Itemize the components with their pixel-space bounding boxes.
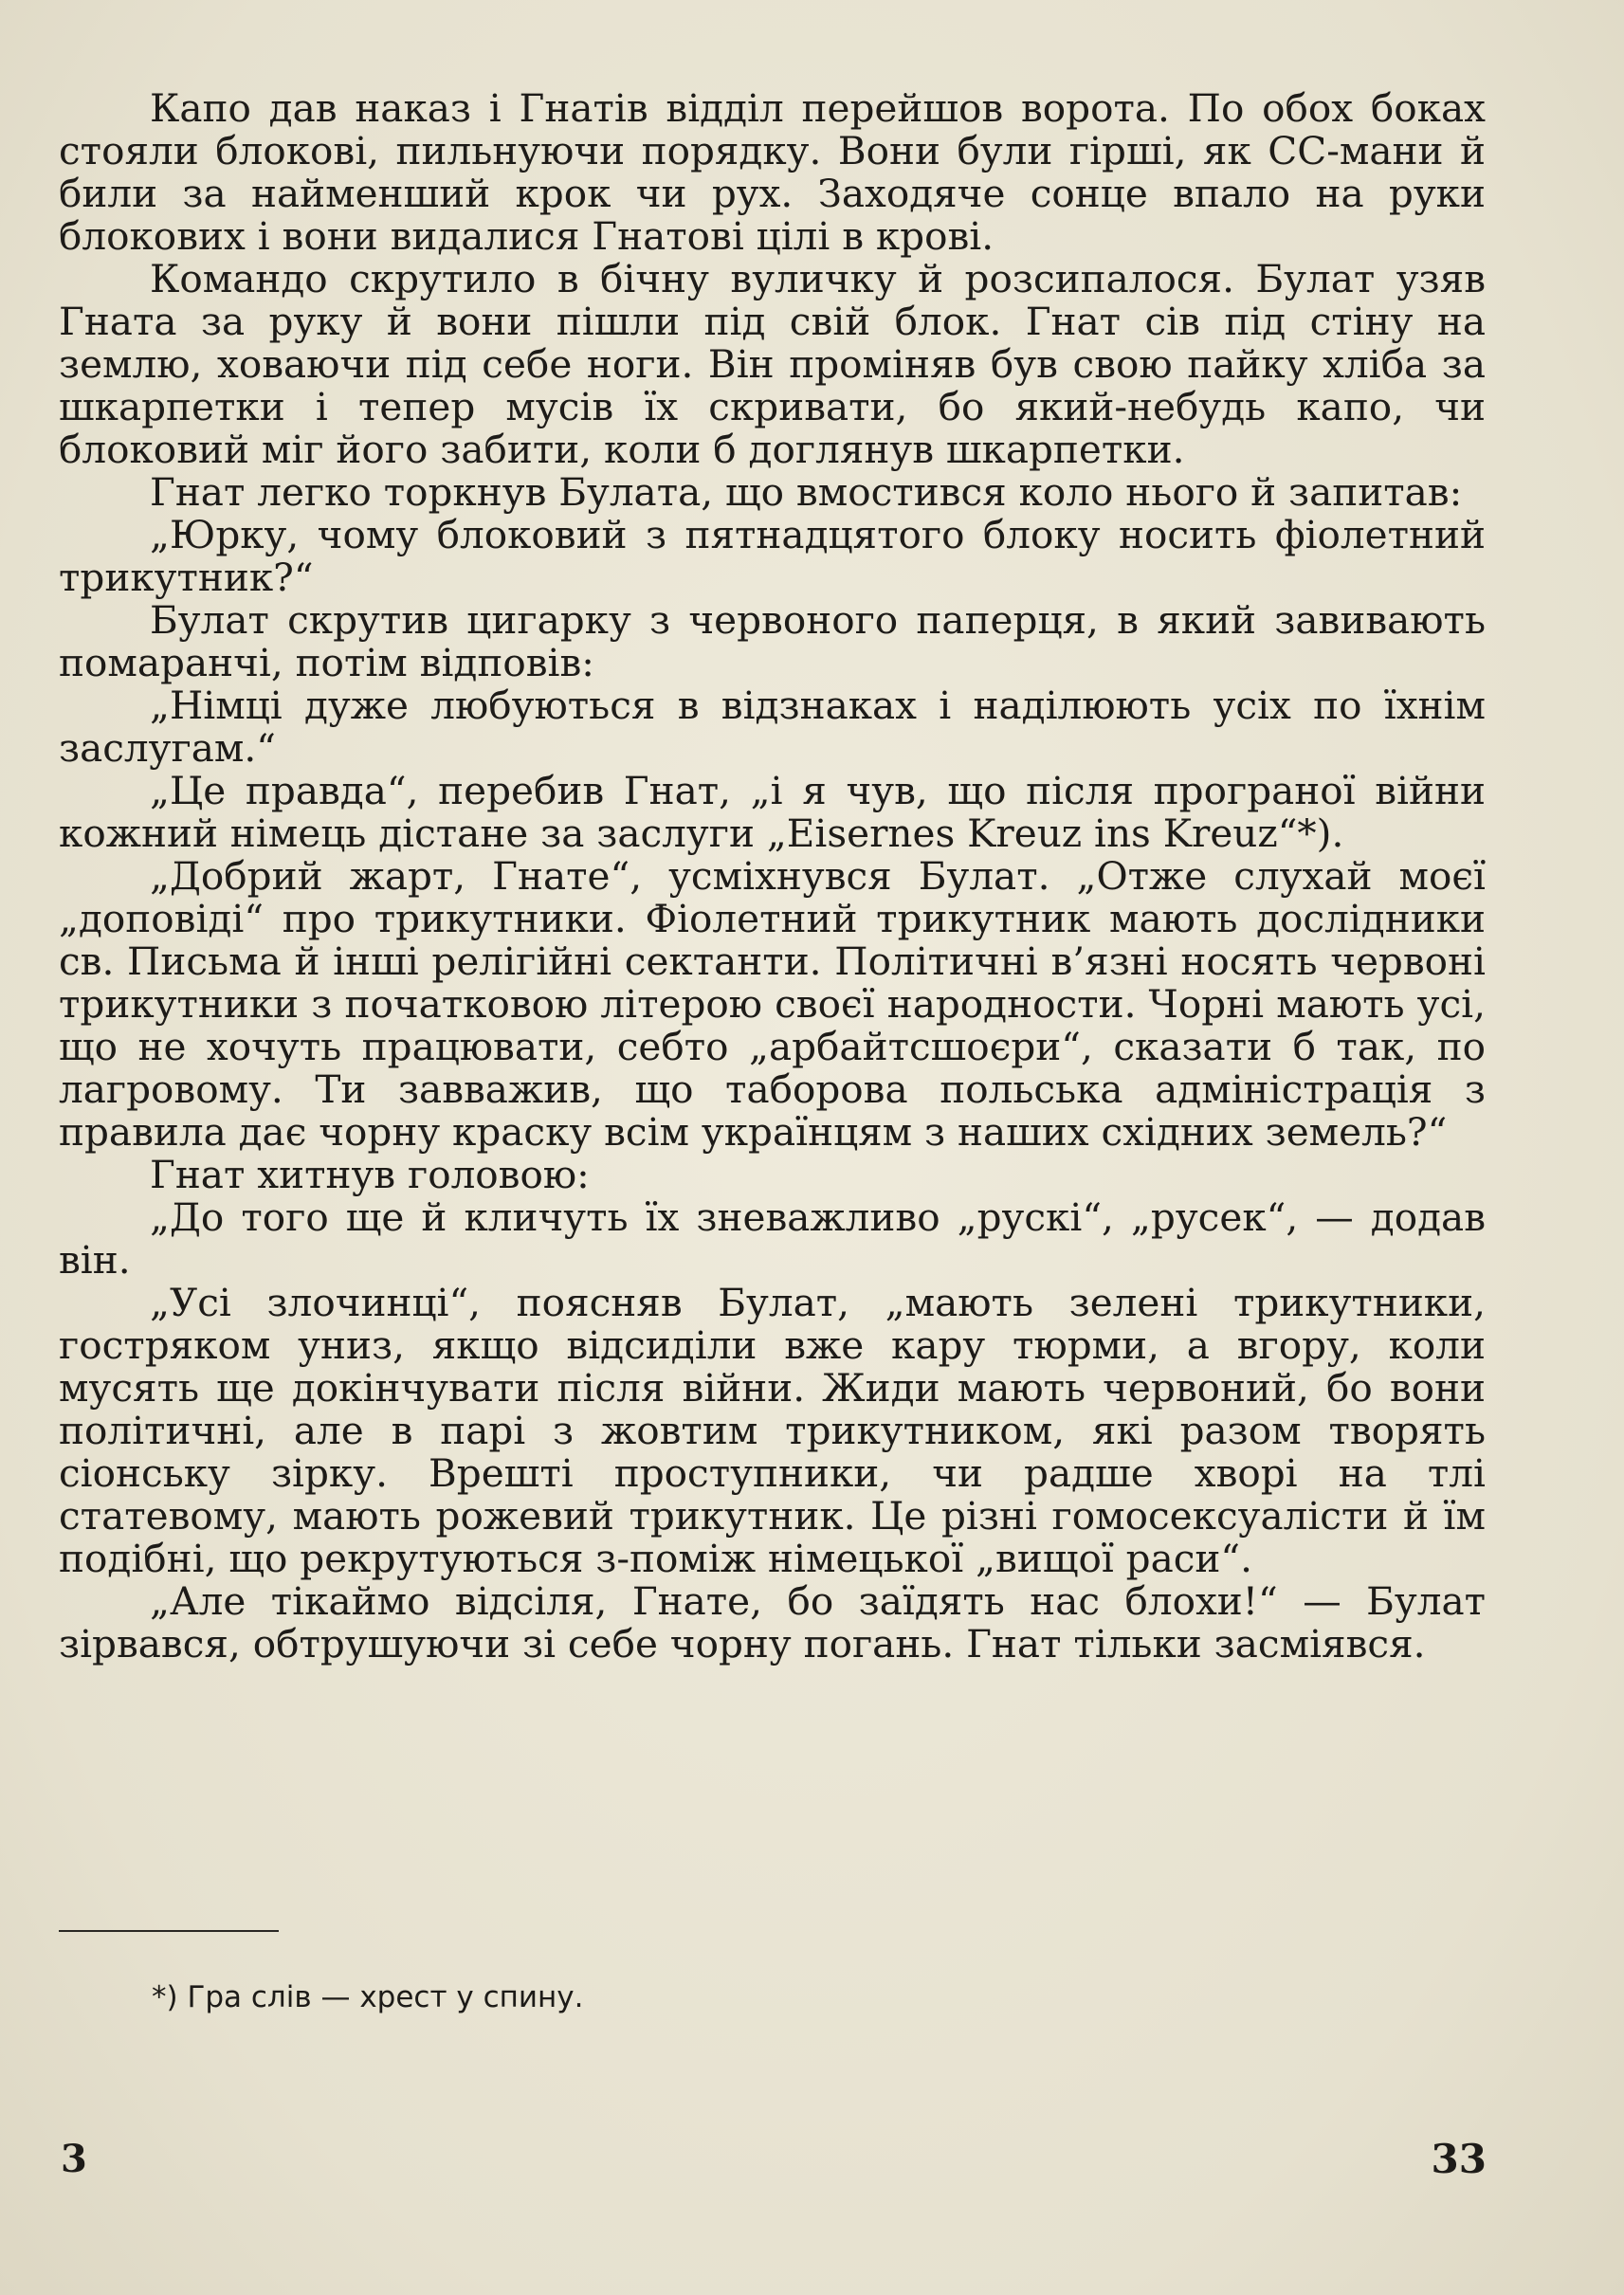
footnote: *) Гра слів — хрест у спину. — [152, 1980, 584, 2014]
paragraph: „До того ще й кличуть їх зневажливо „рускі“, „русек“, — додав він. — [59, 1194, 1486, 1283]
signature-mark: 3 — [61, 2137, 87, 2181]
body-text — [59, 87, 1486, 1666]
footnote-divider — [59, 1930, 279, 1932]
paragraph: „Усі злочинці“, поясняв Булат, „мають зелені трикутники, гостряком униз, якщо відсиділи вже кару тюрми, а вгору, коли мусять ще докінчувати після війни. Жиди мають червоний, бо вони політичні, але в парі з жовтим трикутником, які разом творять сіонську зірку. Врешті проступники, чи радше хворі на тлі статевому, мають рожевий трикутник. Це різні гомосексуалісти й їм подібні, що рекрутуються з-поміж німецької „вищої раси“. — [59, 1280, 1486, 1581]
paragraph: Гнат хитнув головою: — [150, 1152, 590, 1197]
paragraph: „Німці дуже любуються в відзнаках і наділюють усіх по їхнім заслугам.“ — [59, 683, 1486, 771]
paragraph: „Добрий жарт, Гнате“, усміхнувся Булат. „Отже слухай моєї „доповіді“ про трикутники. Фіолетний трикутник мають дослідники св. Письма й інші релігійні сектанти. Політичні в’язні носять червоні трикутники з початковою літерою своєї народности. Чорні мають усі, що не хочуть працювати, себто „арбайтсшоєри“, сказати б так, по лагровому. Ти завважив, що таборова польська адміністрація з правила дає чорну краску всім українцям з наших східних земель?“ — [59, 853, 1486, 1155]
paragraph: „Це правда“, перебив Гнат, „і я чув, що після програної війни кожний німець дістане за заслуги „Eisernes Kreuz ins Kreuz“*). — [59, 768, 1486, 856]
paragraph: „Юрку, чому блоковий з пятнадцятого блоку носить фіолетний трикутник?“ — [59, 512, 1486, 600]
paragraph: Капо дав наказ і Гнатів відділ перейшов ворота. По обох боках стояли блокові, пильнуючи порядку. Вони були гірші, як СС-мани й били за найменший крок чи рух. Заходяче сонце впало на руки блокових і вони видалися Гнатові цілі в крові. — [59, 85, 1486, 259]
page-number: 33 — [1431, 2136, 1487, 2182]
paragraph: Булат скрутив цигарку з червоного паперця, в який завивають помаранчі, потім відповів: — [59, 597, 1486, 685]
paragraph: Гнат легко торкнув Булата, що вмостився коло нього й запитав: — [150, 469, 1463, 515]
paragraph: Командо скрутило в бічну вуличку й розсипалося. Булат узяв Гната за руку й вони пішли під свій блок. Гнат сів під стіну на землю, ховаючи під себе ноги. Він проміняв був свою пайку хліба за шкарпетки і тепер мусів їх скривати, бо який-небудь капо, чи блоковий міг його забити, коли б доглянув шкарпетки. — [59, 256, 1486, 472]
paragraph: „Але тікаймо відсіля, Гнате, бо заїдять нас блохи!“ — Булат зірвався, обтрушуючи зі себе чорну погань. Гнат тільки засміявся. — [59, 1578, 1486, 1667]
